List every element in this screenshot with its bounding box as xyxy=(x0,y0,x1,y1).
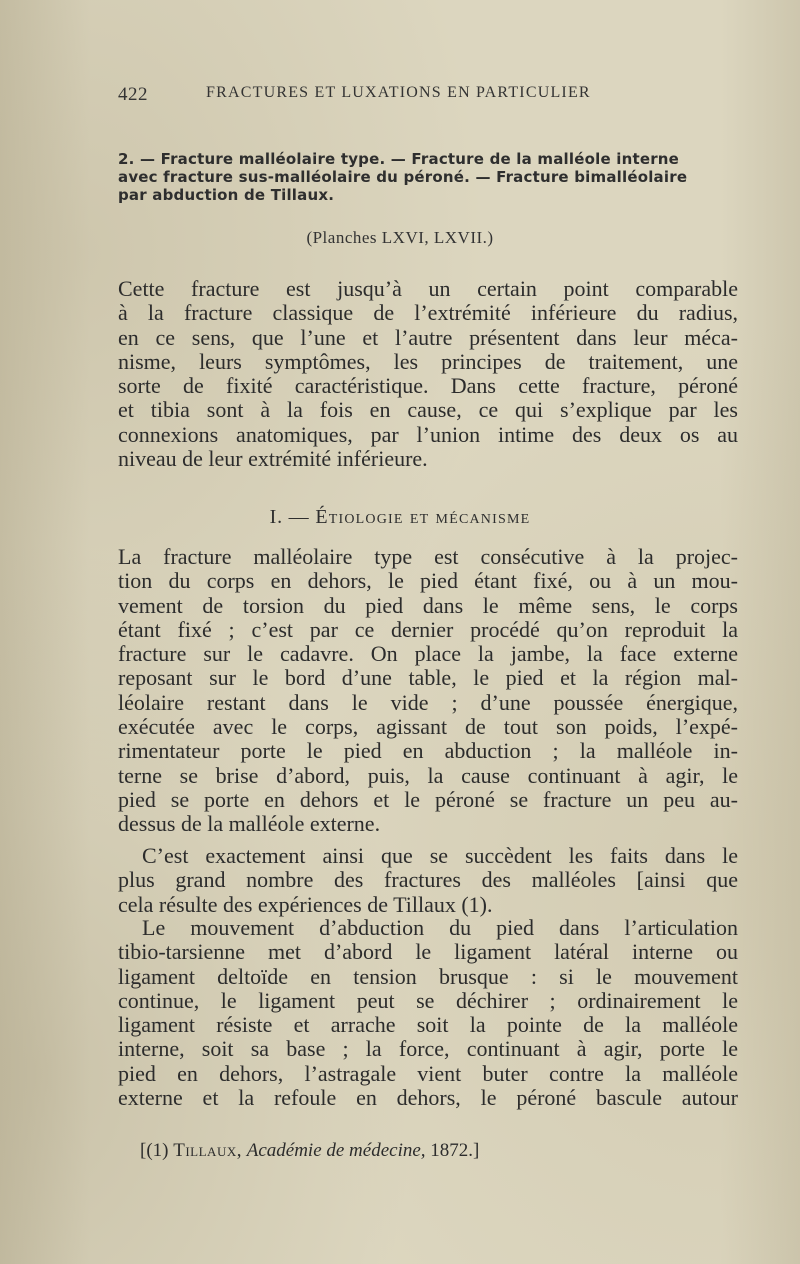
section-heading-line: par abduction de Tillaux. xyxy=(118,186,335,204)
text-line: exécutée avec le corps, agissant de tout son poids, l’expé- xyxy=(118,714,738,740)
text-line: C’est exactement ainsi que se succèdent les faits dans le xyxy=(142,843,738,868)
footnote xyxy=(140,1140,479,1162)
chapter-heading xyxy=(0,506,800,529)
running-title: FRACTURES ET LUXATIONS EN PARTICULIER xyxy=(206,84,591,101)
chapter-number: I. — xyxy=(269,506,310,528)
text-line: niveau de leur extrémité inférieure. xyxy=(118,446,428,472)
chapter-title: Étiologie et mécanisme xyxy=(315,506,531,528)
text-line: pied en dehors, l’astragale vient buter contre la malléole xyxy=(118,1060,738,1086)
text-line: Cette fracture est jusqu’à un certain point comparable xyxy=(118,276,738,301)
section-heading-line: 2. — Fracture malléolaire type. — Fracture de la malléole interne xyxy=(118,150,680,168)
section-heading-line: avec fracture sus-malléolaire du péroné. — Fracture bimalléolaire xyxy=(118,168,688,186)
text-line: dessus de la malléole externe. xyxy=(118,811,381,837)
paragraph-observations xyxy=(118,844,738,917)
text-line: étant fixé ; c’est par ce dernier procédé qu’on reproduit la xyxy=(118,616,738,642)
plates-reference: (Planches LXVI, LXVII.) xyxy=(306,228,494,247)
text-line: en ce sens, que l’une et l’autre présentent dans leur méca- xyxy=(118,324,738,350)
text-line: vement de torsion du pied dans le même sens, le corps xyxy=(118,592,738,618)
text-line: plus grand nombre des fractures des malléoles [ainsi que xyxy=(118,867,738,893)
text-line: pied se porte en dehors et le péroné se fracture un peu au- xyxy=(118,786,738,812)
text-line: rimentateur porte le pied en abduction ; la malléole in- xyxy=(118,738,738,764)
running-head xyxy=(118,84,658,106)
text-line: nisme, leurs symptômes, les principes de traitement, une xyxy=(118,348,738,374)
text-line: fracture sur le cadavre. On place la jambe, la face externe xyxy=(118,641,738,667)
text-line: à la fracture classique de l’extrémité inférieure du radius, xyxy=(118,300,738,326)
text-line: interne, soit sa base ; la force, continuant à agir, porte le xyxy=(118,1036,738,1062)
text-line: continue, le ligament peut se déchirer ; ordinairement le xyxy=(118,987,738,1013)
text-line: tion du corps en dehors, le pied étant fixé, ou à un mou- xyxy=(118,568,738,594)
text-line: Le mouvement d’abduction du pied dans l’articulation xyxy=(142,915,738,940)
text-line: externe et la refoule en dehors, le péroné bascule autour xyxy=(118,1085,738,1111)
text-line: sorte de fixité caractéristique. Dans cette fracture, péroné xyxy=(118,373,738,399)
text-line: et tibia sont à la fois en cause, ce qui s’explique par les xyxy=(118,397,738,423)
text-line: terne se brise d’abord, puis, la cause continuant à agir, le xyxy=(118,762,738,788)
text-line: ligament deltoïde en tension brusque : si le mouvement xyxy=(118,963,738,989)
footnote-author: Tillaux, xyxy=(173,1140,242,1161)
text-line: ligament résiste et arrache soit la pointe de la malléole xyxy=(118,1012,738,1038)
text-line: cela résulte des expériences de Tillaux (1). xyxy=(118,891,493,917)
text-line: léolaire restant dans le vide ; d’une poussée énergique, xyxy=(118,689,738,715)
text-line: connexions anatomiques, par l’union intime des deux os au xyxy=(118,421,738,447)
footnote-year: 1872.] xyxy=(430,1140,480,1161)
page-number: 422 xyxy=(118,84,148,105)
footnote-journal: Académie de médecine, xyxy=(246,1140,426,1161)
text-line: tibio-tarsienne met d’abord le ligament latéral interne ou xyxy=(118,939,738,965)
paragraph-abduction xyxy=(118,916,738,1110)
paragraph-intro xyxy=(118,277,738,471)
paragraph-mechanism xyxy=(118,545,738,837)
section-heading xyxy=(118,150,738,204)
text-line: reposant sur le bord d’une table, le pied et la région mal- xyxy=(118,665,738,691)
text-line: La fracture malléolaire type est consécutive à la projec- xyxy=(118,544,738,569)
footnote-marker: [(1) xyxy=(140,1140,169,1161)
